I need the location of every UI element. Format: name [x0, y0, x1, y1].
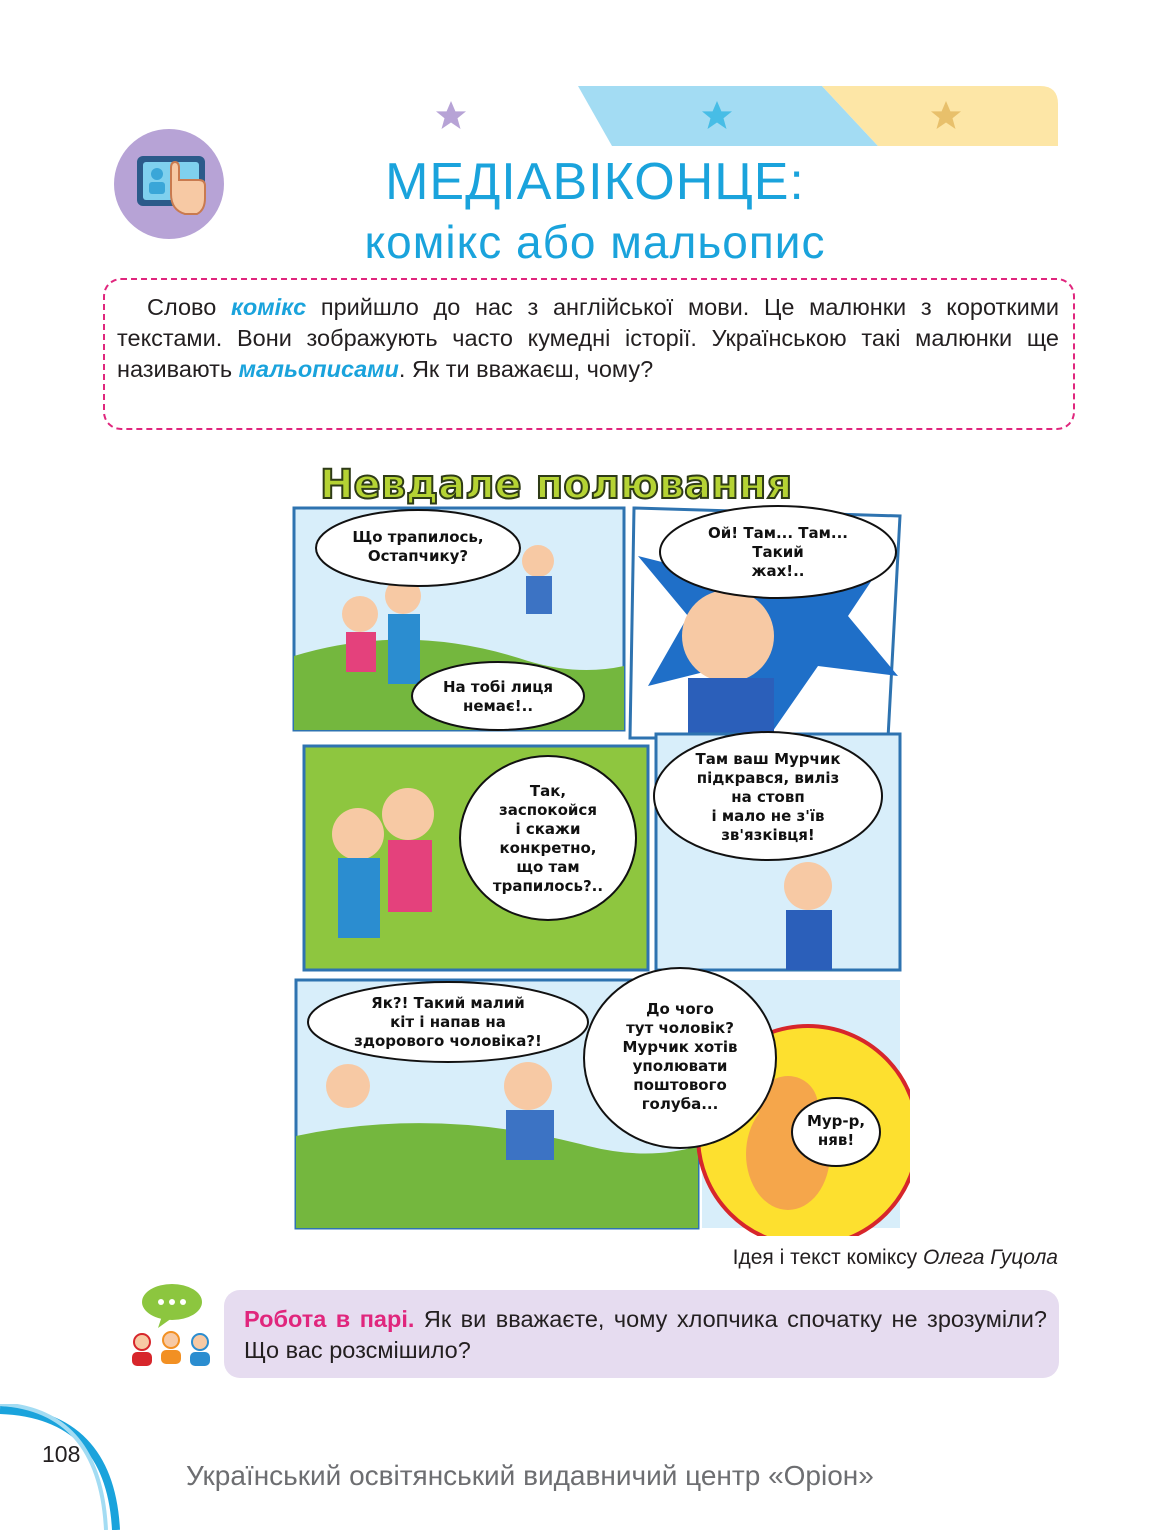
- credit-prefix: Ідея і текст коміксу: [732, 1246, 923, 1269]
- bubble-text-2: На тобі лиця немає!..: [443, 678, 553, 715]
- intro-text-2: прийшло до нас з англійської мови. Це малюнки з короткими текстами. Вони зображують часто кумедні історії. Українською такі малюнки ще називають: [117, 294, 1059, 382]
- bubble-text-7: До чого тут чоловік? Мурчик хотів уполювати поштового голуба...: [622, 1000, 738, 1113]
- bubble-text-4: Так, заспокойся і скажи конкретно, що там трапилось?..: [492, 782, 604, 895]
- pair-work-box: [224, 1290, 1059, 1378]
- pair-work-icon: [128, 1282, 214, 1370]
- media-tablet-icon: [113, 128, 225, 240]
- intro-paragraph: [117, 292, 1059, 385]
- bubble-text-1: Що трапилось, Остапчику?: [352, 528, 484, 565]
- bubble-text-5: Там ваш Мурчик підкрався, виліз на стовп і мало не з'їв зв'язківця!: [695, 750, 841, 844]
- keyword-komiks: комікс: [231, 294, 307, 320]
- bubble-text-6: Як?! Такий малий кіт і напав на здорового чоловіка?!: [354, 994, 542, 1050]
- credit-author: Олега Гуцола: [922, 1246, 1058, 1269]
- intro-box: [103, 278, 1075, 430]
- page-title: МЕДІАВІКОНЦЕ:: [385, 153, 805, 211]
- comic-strip: [288, 446, 910, 1236]
- page-subtitle: комікс або мальопис: [364, 216, 826, 268]
- bubble-text-3: Ой! Там... Там... Такий жах!..: [708, 524, 848, 580]
- pair-work-label: Робота в парі.: [244, 1306, 415, 1332]
- bubble-text-8: Мур-р, няв!: [806, 1112, 866, 1149]
- intro-text-1: Слово: [147, 294, 232, 320]
- publisher-footer: Український освітянський видавничий центр «Оріон»: [186, 1460, 874, 1491]
- page-number: 108: [42, 1441, 81, 1467]
- comic-credit: [600, 1244, 1058, 1272]
- intro-text-3: . Як ти вважаєш, чому?: [398, 356, 654, 382]
- comic-title: Невдале полювання: [320, 462, 793, 508]
- star-icon: [436, 101, 466, 129]
- keyword-malopysamy: мальописами: [238, 356, 399, 382]
- pair-work-text: Як ви вважаєте, чому хлопчика спочатку не зрозуміли? Що вас розсмішило?: [244, 1306, 1047, 1363]
